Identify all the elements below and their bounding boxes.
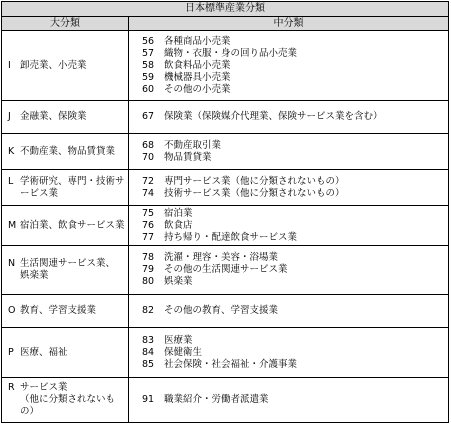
minor-category-code: 56 [142,35,155,47]
major-category-code: I [8,59,11,71]
major-category-code: K [8,145,15,157]
major-category-name: 学術研究、専門・技術サ ービス業 [20,175,125,199]
minor-category-cell [129,378,449,423]
minor-category-item [142,276,448,288]
minor-category-cell [129,295,449,328]
table-row [2,134,449,170]
major-category-code: M [8,219,17,231]
table-row [2,378,449,423]
major-category-cell [2,246,129,295]
minor-category-code: 76 [142,219,155,231]
minor-category-name: 機械器具小売業 [164,71,231,83]
minor-category-code: 78 [142,252,155,263]
major-category-cell [2,170,129,206]
major-category-cell [2,134,129,170]
minor-category-item [142,305,448,317]
minor-category-name: 織物・衣服・身の回り品小売業 [164,47,298,59]
table-row [2,328,449,378]
minor-category-code: 57 [142,47,155,59]
table-row [2,101,449,134]
minor-category-code: 84 [142,346,155,358]
major-category-cell [2,328,129,378]
minor-category-item [142,264,448,276]
minor-category-cell [129,206,449,246]
minor-category-name: 洗濯・理容・美容・浴場業 [164,252,279,263]
minor-category-name: 飲食料品小売業 [164,59,231,71]
minor-category-code: 70 [142,151,155,163]
minor-category-code: 79 [142,264,155,275]
minor-category-name: 職業紹介・労働者派遣業 [164,394,269,405]
major-category-code: O [8,305,16,316]
minor-category-name: 飲食店 [164,219,193,231]
minor-category-code: 77 [142,231,155,243]
minor-category-code: 74 [142,187,155,199]
table-title: 日本標準産業分類 [2,2,449,17]
minor-category-name: 娯楽業 [164,276,193,287]
minor-category-name: 医療業 [164,334,193,346]
minor-category-item [142,359,448,371]
minor-category-cell [129,328,449,378]
minor-category-name: 技術サービス業（他に分類されないもの） [164,187,345,199]
minor-category-code: 85 [142,358,155,370]
minor-category-code: 67 [142,111,155,122]
minor-category-name: 保険業（保険媒介代理業、保険サービス業を含む） [164,111,383,122]
major-category-cell [2,295,129,328]
major-category-code: R [8,382,15,393]
minor-category-code: 83 [142,334,155,346]
minor-category-item [142,48,448,60]
minor-category-cell [129,246,449,295]
minor-category-name: その他の生活関連サービス業 [164,264,288,275]
minor-category-code: 59 [142,71,155,83]
major-category-name: 卸売業、小売業 [20,59,87,71]
major-category-cell [2,101,129,134]
minor-category-item [142,140,448,152]
minor-category-item [142,72,448,84]
major-category-code: L [8,175,14,187]
table-row [2,31,449,101]
minor-category-name: 持ち帰り・配達飲食サービス業 [164,231,298,243]
minor-category-name: 各種商品小売業 [164,35,231,47]
minor-category-name: 物品賃貸業 [164,151,212,163]
table-row [2,170,449,206]
minor-category-item [142,208,448,220]
major-category-cell [2,31,129,101]
minor-category-item [142,394,448,406]
table-row [2,295,449,328]
minor-category-code: 91 [142,394,155,405]
minor-category-code: 58 [142,59,155,71]
minor-category-code: 75 [142,207,155,219]
major-category-name: 不動産業、物品賃貸業 [20,145,116,157]
minor-category-item [142,84,448,96]
minor-category-item [142,176,448,188]
minor-category-cell [129,101,449,134]
table-row [2,206,449,246]
minor-category-cell [129,170,449,206]
minor-category-item [142,232,448,244]
major-category-header: 大分類 [2,17,129,31]
major-category-name: 金融業、保険業 [20,111,87,122]
minor-category-name: 不動産取引業 [164,139,222,151]
minor-category-item [142,252,448,264]
major-category-code: P [8,346,14,358]
minor-category-item [142,111,448,123]
minor-category-code: 68 [142,139,155,151]
minor-category-item [142,60,448,72]
minor-category-code: 80 [142,276,155,287]
minor-category-header: 中分類 [129,17,449,31]
major-category-name: 宿泊業、飲食サービス業 [20,219,125,231]
major-category-code: J [8,111,11,122]
minor-category-item [142,220,448,232]
minor-category-name: 社会保険・社会福祉・介護事業 [164,358,298,370]
minor-category-item [142,347,448,359]
minor-category-item [142,335,448,347]
minor-category-code: 82 [142,305,155,316]
minor-category-name: その他の教育、学習支援業 [164,305,279,316]
table-row [2,246,449,295]
minor-category-name: その他の小売業 [164,83,231,95]
major-category-name: 医療、福祉 [20,346,68,358]
minor-category-name: 保健衛生 [164,346,203,358]
minor-category-name: 宿泊業 [164,207,193,219]
minor-category-item [142,188,448,200]
minor-category-cell [129,134,449,170]
major-category-cell [2,378,129,423]
major-category-name: サービス業 （他に分類されないもの） [20,382,116,417]
minor-category-code: 72 [142,175,155,187]
major-category-name: 生活関連サービス業、 娯楽業 [20,258,116,281]
major-category-name: 教育、学習支援業 [20,305,97,316]
minor-category-item [142,152,448,164]
minor-category-cell [129,31,449,101]
industry-classification-table [1,1,449,423]
major-category-code: N [8,258,16,269]
table-body [2,31,449,423]
major-category-cell [2,206,129,246]
minor-category-item [142,36,448,48]
minor-category-name: 専門サービス業（他に分類されないもの） [164,175,345,187]
minor-category-code: 60 [142,83,155,95]
